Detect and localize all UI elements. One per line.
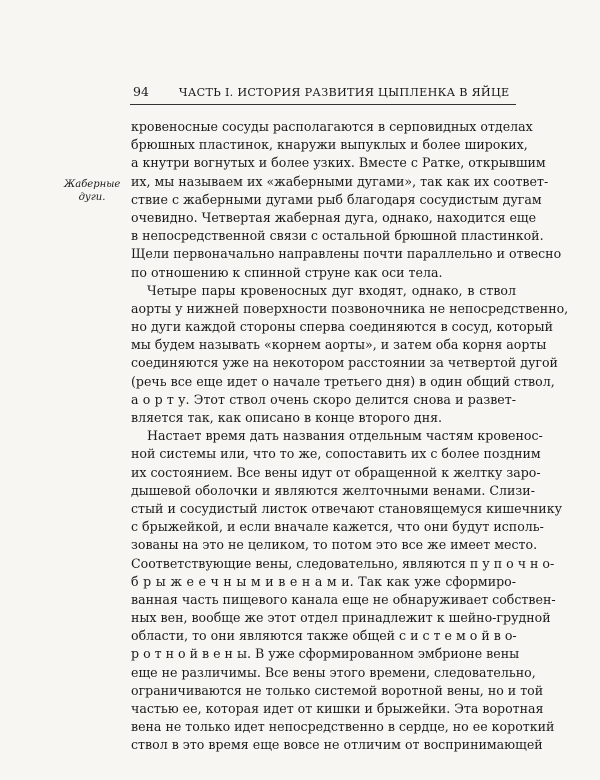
margin-note [64, 178, 120, 204]
text-line: вена не только идет непосредственно в сердце, но ее короткий [131, 719, 555, 735]
text-line: но дуги каждой стороны сперва соединяются в сосуд, который [131, 319, 554, 335]
text-line: (речь все еще идет о начале третьего дня) в один общий ствол, [131, 373, 555, 389]
text-line: соединяются уже на некотором расстоянии за четвертой дугой [131, 355, 558, 371]
text-line: ных вен, вообще же этот отдел принадлежит к шейно-грудной [131, 610, 551, 626]
text-line: в непосредственной связи с остальной брюшной пластинкой. [131, 228, 544, 244]
text-line: ной системы или, что то же, сопоставить их с более поздним [131, 446, 541, 462]
margin-note-line: дуги. [78, 192, 106, 203]
text-line: Щели первоначально направлены почти параллельно и отвесно [131, 246, 562, 262]
text-line: дышевой оболочки и являются желточными венами. Слизи- [131, 482, 535, 498]
text-line: Соответствующие вены, следовательно, являются п у п о ч н о- [131, 555, 555, 571]
running-title: ЧАСТЬ I. ИСТОРИЯ РАЗВИТИЯ ЦЫПЛЕНКА В ЯЙЦЕ [178, 86, 510, 99]
text-line: еще не различимы. Все вены этого времени, следовательно, [131, 664, 536, 680]
text-line: области, то они являются также общей с и с т е м о й в о- [131, 628, 517, 644]
text-line: очевидно. Четвертая жаберная дуга, однако, находится еще [131, 209, 537, 225]
text-line: р о т н о й в е н ы. В уже сформированном эмбрионе вены [131, 646, 520, 662]
text-line: аорты у нижней поверхности позвоночника не непосредственно, [131, 300, 569, 316]
text-line: б р ы ж е е ч н ы м и в е н а м и. Так как уже сформиро- [131, 573, 516, 589]
text-line: их состоянием. Все вены идут от обращенной к желтку заро- [131, 464, 541, 480]
text-line: Четыре пары кровеносных дуг входят, однако, в ствол [147, 282, 516, 298]
header-rule [130, 104, 516, 105]
text-line: Настает время дать названия отдельным частям кровенос- [147, 428, 543, 444]
page-number: 94 [133, 84, 149, 99]
text-line: ограничиваются не только системой воротной вены, но и той [131, 682, 544, 698]
text-line: по отношению к спинной струне как оси тела. [131, 264, 443, 280]
text-line: ванная часть пищевого канала еще не обнаруживает собствен- [131, 591, 556, 607]
text-line: а кнутри вогнутых и более узких. Вместе с Ратке, открывшим [131, 155, 546, 171]
page-header [133, 84, 515, 99]
text-line: стый и сосудистый листок отвечают становящемуся кишечнику [131, 500, 562, 516]
text-line: их, мы называем их «жаберными дугами», так как их соответ- [131, 173, 549, 189]
text-line: с брыжейкой, и если вначале кажется, что они будут исполь- [131, 519, 544, 535]
text-line: кровеносные сосуды располагаются в серповидных отделах [131, 119, 533, 134]
text-line: зованы на это не целиком, то потом это все же имеет место. [131, 537, 538, 553]
text-line: мы будем называть «корнем аорты», и затем оба корня аорты [131, 337, 547, 353]
text-line: ствол в это время еще вовсе не отличим от воспринимающей [131, 737, 543, 753]
text-line: ствие с жаберными дугами рыб благодаря сосудистым дугам [131, 191, 542, 207]
text-line: вляется так, как описано в конце второго дня. [131, 410, 443, 425]
text-line: а о р т у. Этот ствол очень скоро делится снова и развет- [131, 391, 516, 407]
text-line: частью ее, которая идет от кишки и брыжейки. Эта воротная [131, 701, 544, 716]
body-text [131, 118, 569, 755]
margin-note-line: Жаберные [64, 179, 121, 190]
text-line: брюшных пластинок, кнаружи выпуклых и более широких, [131, 137, 528, 153]
